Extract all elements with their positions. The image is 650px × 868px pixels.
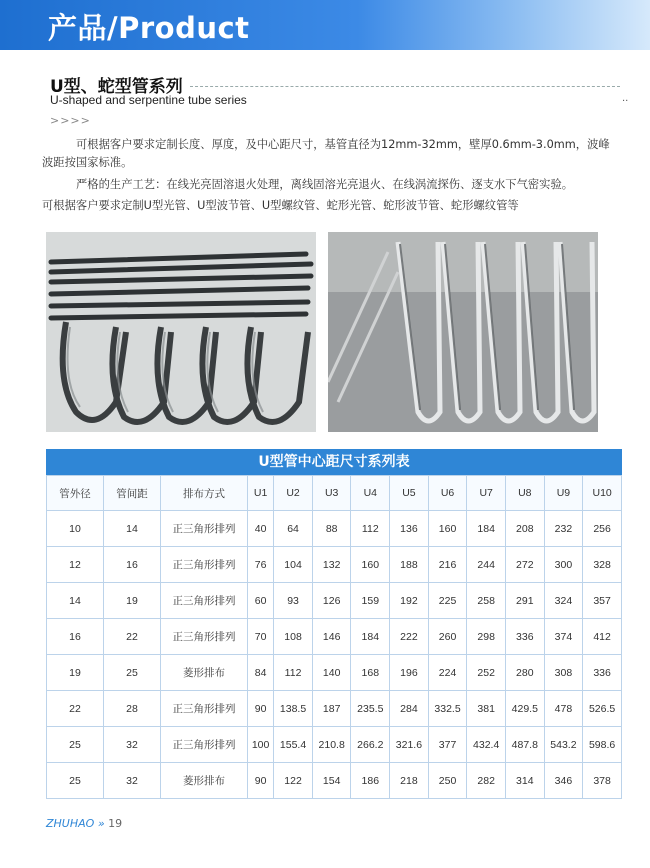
table-cell: 19 xyxy=(47,655,104,691)
table-cell: 196 xyxy=(390,655,429,691)
table-cell: 374 xyxy=(544,619,583,655)
table-cell: 256 xyxy=(583,511,622,547)
col-header: U7 xyxy=(467,476,506,511)
table-cell: 188 xyxy=(390,547,429,583)
table-cell: 321.6 xyxy=(390,727,429,763)
section-divider xyxy=(190,86,620,87)
table-cell: 12 xyxy=(47,547,104,583)
u-tubes-stack-image xyxy=(46,232,316,432)
table-cell: 112 xyxy=(351,511,390,547)
table-cell: 25 xyxy=(104,655,161,691)
col-header: U5 xyxy=(390,476,429,511)
table-cell: 357 xyxy=(583,583,622,619)
table-cell: 正三角形排列 xyxy=(161,547,248,583)
table-row xyxy=(47,583,622,619)
table-cell: 328 xyxy=(583,547,622,583)
table-cell: 76 xyxy=(248,547,274,583)
table-title: U型管中心距尺寸系列表 xyxy=(46,449,622,475)
table-cell: 14 xyxy=(104,511,161,547)
table-cell: 266.2 xyxy=(351,727,390,763)
table-cell: 10 xyxy=(47,511,104,547)
table-cell: 16 xyxy=(104,547,161,583)
table-cell: 429.5 xyxy=(505,691,544,727)
table-cell: 100 xyxy=(248,727,274,763)
table-cell: 正三角形排列 xyxy=(161,727,248,763)
table-cell: 32 xyxy=(104,727,161,763)
page-footer xyxy=(46,817,122,830)
table-cell: 112 xyxy=(274,655,313,691)
footer-brand: ZHUHAO xyxy=(46,817,95,830)
table-cell: 272 xyxy=(505,547,544,583)
table-cell: 菱形排布 xyxy=(161,655,248,691)
table-cell: 正三角形排列 xyxy=(161,691,248,727)
table-row xyxy=(47,511,622,547)
table-cell: 146 xyxy=(312,619,351,655)
table-cell: 22 xyxy=(104,619,161,655)
table-cell: 381 xyxy=(467,691,506,727)
page-header-title: 产品/Product xyxy=(48,11,250,45)
table-cell: 132 xyxy=(312,547,351,583)
col-header: U3 xyxy=(312,476,351,511)
page-header-banner xyxy=(0,0,650,50)
table-cell: 126 xyxy=(312,583,351,619)
photo-serpentine-tubes xyxy=(328,232,598,432)
col-header: U9 xyxy=(544,476,583,511)
table-cell: 336 xyxy=(505,619,544,655)
table-cell: 314 xyxy=(505,763,544,799)
col-header: U8 xyxy=(505,476,544,511)
table-cell: 332.5 xyxy=(428,691,467,727)
table-cell: 140 xyxy=(312,655,351,691)
table-cell: 478 xyxy=(544,691,583,727)
table-cell: 186 xyxy=(351,763,390,799)
table-cell: 正三角形排列 xyxy=(161,619,248,655)
table-cell: 160 xyxy=(351,547,390,583)
table-cell: 160 xyxy=(428,511,467,547)
table-cell: 308 xyxy=(544,655,583,691)
col-header: 排布方式 xyxy=(161,476,248,511)
table-cell: 487.8 xyxy=(505,727,544,763)
table-cell: 250 xyxy=(428,763,467,799)
table-cell: 64 xyxy=(274,511,313,547)
page-number: 19 xyxy=(108,817,123,830)
table-cell: 258 xyxy=(467,583,506,619)
table-cell: 19 xyxy=(104,583,161,619)
table-cell: 377 xyxy=(428,727,467,763)
table-cell: 300 xyxy=(544,547,583,583)
table-cell: 184 xyxy=(351,619,390,655)
table-cell: 154 xyxy=(312,763,351,799)
table-cell: 324 xyxy=(544,583,583,619)
table-cell: 25 xyxy=(47,763,104,799)
table-row xyxy=(47,619,622,655)
table-cell: 298 xyxy=(467,619,506,655)
table-cell: 184 xyxy=(467,511,506,547)
table-cell: 正三角形排列 xyxy=(161,511,248,547)
paragraph-customization: 可根据客户要求定制长度、厚度，及中心距尺寸，基管直径为12mm-32mm，壁厚0.6mm-3.0mm，波峰波距按国家标准。 xyxy=(42,138,610,169)
table-cell: 155.4 xyxy=(274,727,313,763)
table-cell: 598.6 xyxy=(583,727,622,763)
table-cell: 25 xyxy=(47,727,104,763)
table-cell: 93 xyxy=(274,583,313,619)
table-cell: 252 xyxy=(467,655,506,691)
paragraph-process: 严格的生产工艺：在线光亮固溶退火处理，离线固溶光亮退火、在线涡流探伤、逐支水下气密实验。 xyxy=(76,178,574,191)
u-tube-spec-table xyxy=(46,475,622,799)
table-cell: 138.5 xyxy=(274,691,313,727)
col-header: U6 xyxy=(428,476,467,511)
table-cell: 22 xyxy=(47,691,104,727)
table-cell: 122 xyxy=(274,763,313,799)
col-header: 管外径 xyxy=(47,476,104,511)
section-arrows: >>>> xyxy=(50,114,91,127)
serpentine-tubes-image xyxy=(328,232,598,432)
table-cell: 222 xyxy=(390,619,429,655)
table-cell: 187 xyxy=(312,691,351,727)
col-header: 管间距 xyxy=(104,476,161,511)
table-cell: 225 xyxy=(428,583,467,619)
table-cell: 40 xyxy=(248,511,274,547)
table-cell: 正三角形排列 xyxy=(161,583,248,619)
table-row xyxy=(47,547,622,583)
photo-u-tubes-stack xyxy=(46,232,316,432)
table-cell: 282 xyxy=(467,763,506,799)
paragraph-products: 可根据客户要求定制U型光管、U型波节管、U型螺纹管、蛇形光管、蛇形波节管、蛇形螺纹管等 xyxy=(42,199,519,212)
table-cell: 543.2 xyxy=(544,727,583,763)
table-cell: 284 xyxy=(390,691,429,727)
table-cell: 232 xyxy=(544,511,583,547)
table-row xyxy=(47,655,622,691)
table-cell: 90 xyxy=(248,763,274,799)
table-cell: 192 xyxy=(390,583,429,619)
table-cell: 104 xyxy=(274,547,313,583)
table-cell: 412 xyxy=(583,619,622,655)
table-cell: 16 xyxy=(47,619,104,655)
table-cell: 60 xyxy=(248,583,274,619)
table-cell: 32 xyxy=(104,763,161,799)
section-subtitle: U-shaped and serpentine tube series xyxy=(50,93,247,107)
corner-mark: .. xyxy=(622,93,629,104)
table-cell: 210.8 xyxy=(312,727,351,763)
section-title: U型、蛇型管系列 xyxy=(50,77,183,97)
table-cell: 108 xyxy=(274,619,313,655)
table-cell: 136 xyxy=(390,511,429,547)
table-header-row xyxy=(47,476,622,511)
table-cell: 235.5 xyxy=(351,691,390,727)
table-cell: 346 xyxy=(544,763,583,799)
table-cell: 224 xyxy=(428,655,467,691)
table-cell: 378 xyxy=(583,763,622,799)
table-row xyxy=(47,763,622,799)
table-cell: 291 xyxy=(505,583,544,619)
table-cell: 526.5 xyxy=(583,691,622,727)
table-cell: 70 xyxy=(248,619,274,655)
col-header: U10 xyxy=(583,476,622,511)
table-cell: 432.4 xyxy=(467,727,506,763)
col-header: U1 xyxy=(248,476,274,511)
table-cell: 14 xyxy=(47,583,104,619)
table-cell: 88 xyxy=(312,511,351,547)
col-header: U2 xyxy=(274,476,313,511)
footer-arrows: » xyxy=(97,817,105,830)
table-cell: 260 xyxy=(428,619,467,655)
table-row xyxy=(47,727,622,763)
col-header: U4 xyxy=(351,476,390,511)
table-cell: 84 xyxy=(248,655,274,691)
table-cell: 336 xyxy=(583,655,622,691)
table-cell: 208 xyxy=(505,511,544,547)
table-cell: 216 xyxy=(428,547,467,583)
table-cell: 218 xyxy=(390,763,429,799)
table-cell: 90 xyxy=(248,691,274,727)
table-cell: 菱形排布 xyxy=(161,763,248,799)
table-cell: 28 xyxy=(104,691,161,727)
table-cell: 280 xyxy=(505,655,544,691)
table-cell: 168 xyxy=(351,655,390,691)
table-cell: 244 xyxy=(467,547,506,583)
table-row xyxy=(47,691,622,727)
table-cell: 159 xyxy=(351,583,390,619)
